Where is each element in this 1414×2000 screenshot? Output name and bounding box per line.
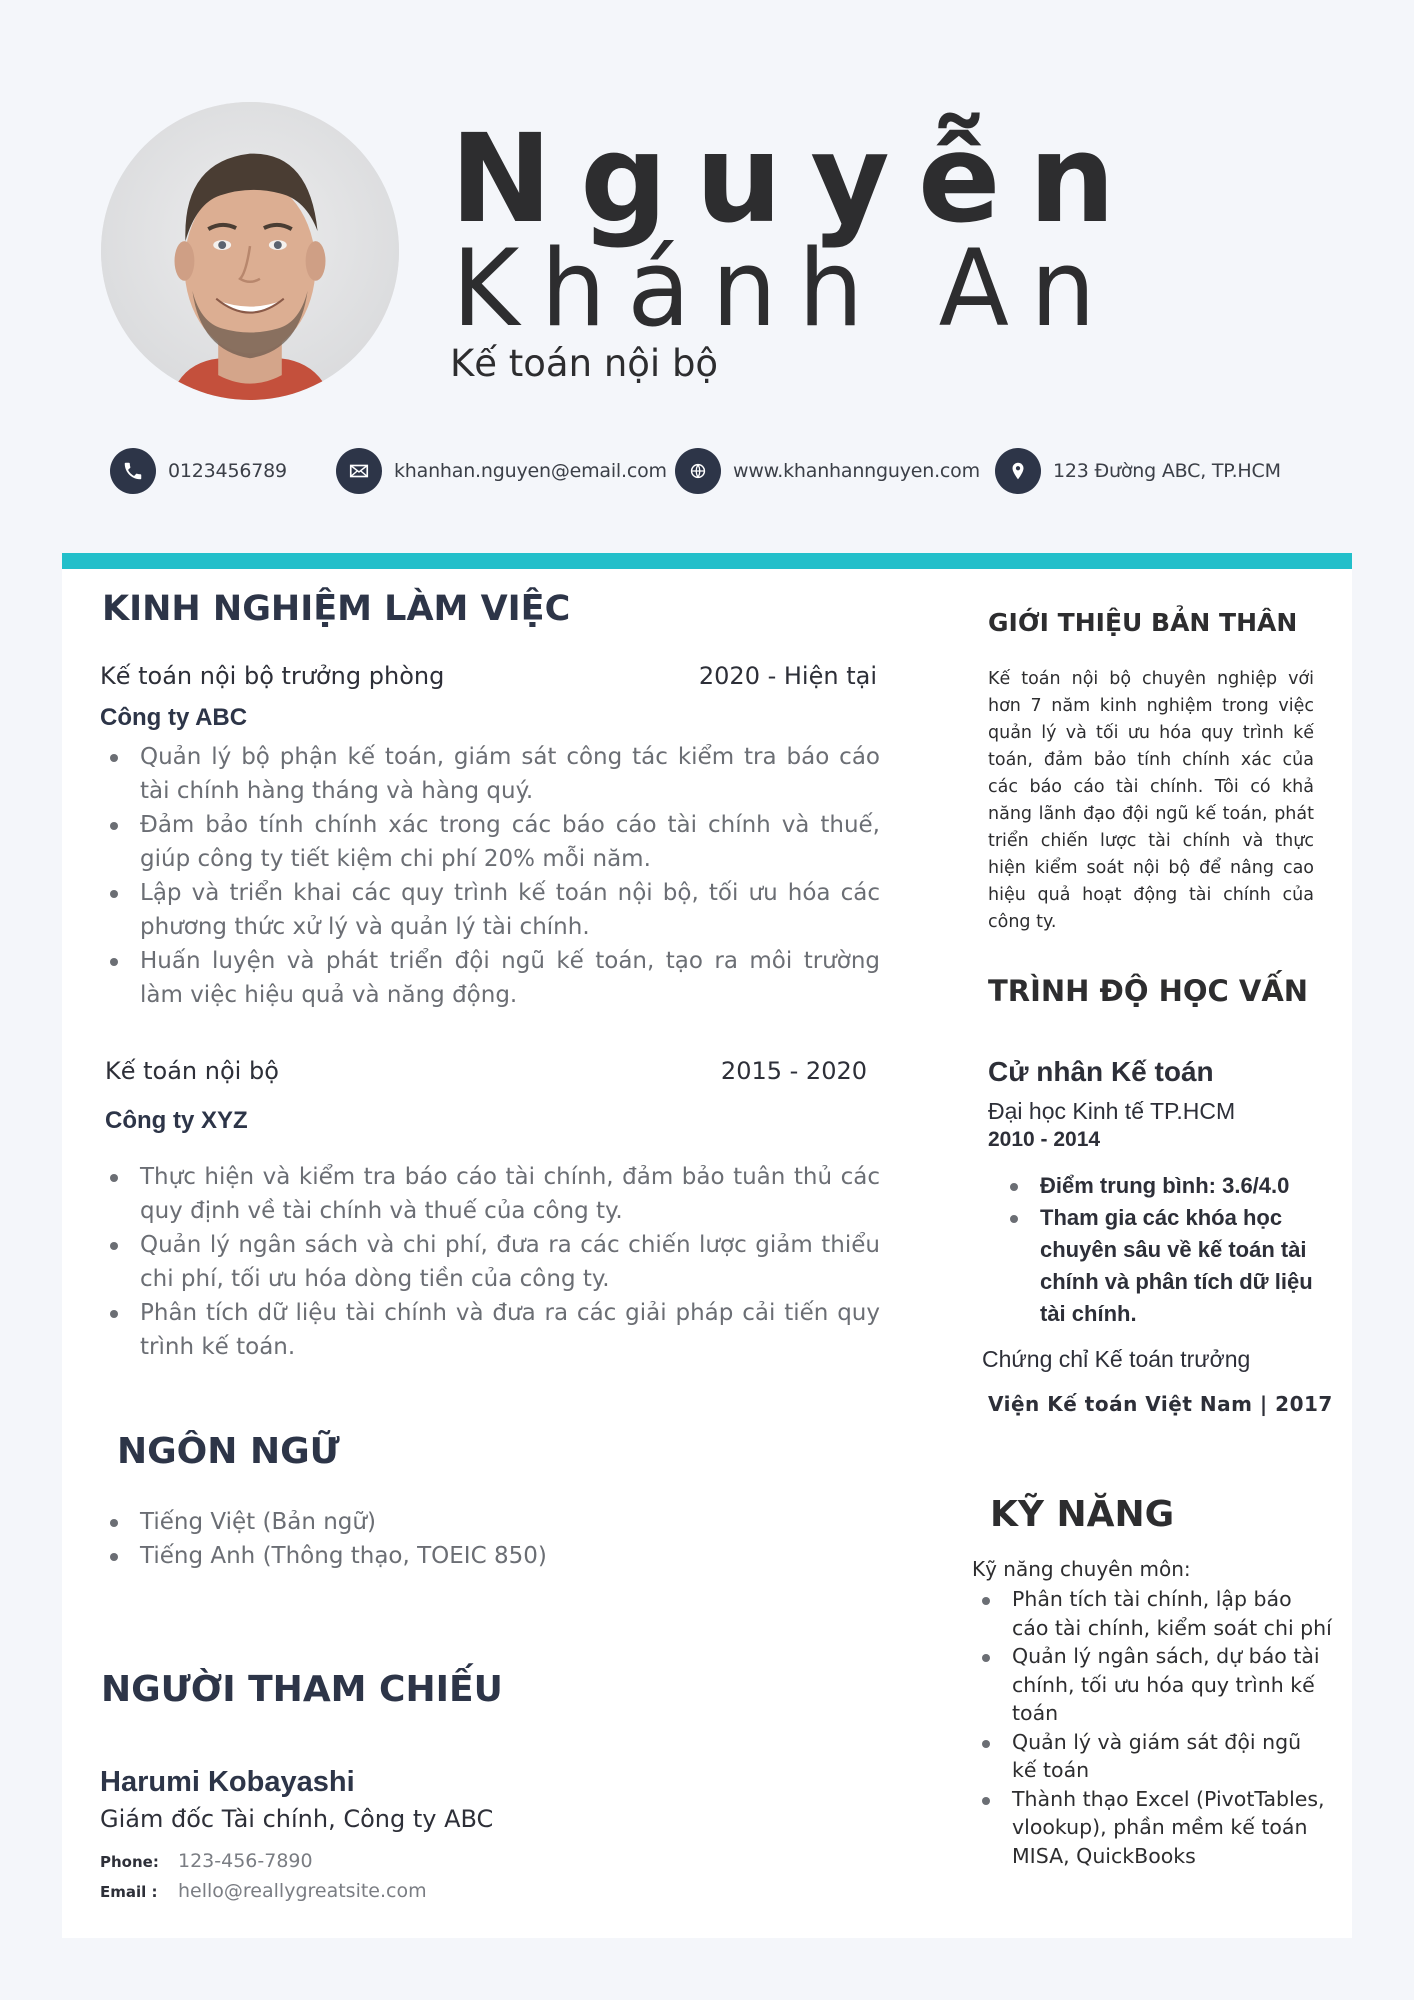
- list-item: Quản lý ngân sách, dự báo tài chính, tối ưu hóa quy trình kế toán: [972, 1642, 1332, 1728]
- job-2-header: [105, 1057, 867, 1085]
- contact-phone[interactable]: [110, 448, 287, 494]
- job-title: Kế toán nội bộ: [450, 342, 719, 385]
- list-item: Quản lý và giám sát đội ngũ kế toán: [972, 1728, 1332, 1785]
- education-school: Đại học Kinh tế TP.HCM: [988, 1098, 1236, 1124]
- contact-address[interactable]: [995, 448, 1281, 494]
- profile-photo: [101, 102, 399, 400]
- globe-icon: [675, 448, 721, 494]
- education-highlights: [1000, 1170, 1320, 1330]
- education-heading: TRÌNH ĐỘ HỌC VẤN: [988, 974, 1309, 1008]
- reference-role: Giám đốc Tài chính, Công ty ABC: [100, 1805, 494, 1833]
- list-item: Thành thạo Excel (PivotTables, vlookup), phần mềm kế toán MISA, QuickBooks: [972, 1785, 1332, 1871]
- name-second-line: Khánh An: [452, 227, 1117, 350]
- job-1-company: Công ty ABC: [100, 704, 248, 731]
- contact-email[interactable]: [336, 448, 667, 494]
- website-url: www.khanhannguyen.com: [733, 460, 980, 482]
- list-item: Huấn luyện và phát triển đội ngũ kế toán, tạo ra môi trường làm việc hiệu quả và năng động.: [100, 944, 880, 1012]
- list-item: Thực hiện và kiểm tra báo cáo tài chính, đảm bảo tuân thủ các quy định về tài chính và thuế của công ty.: [100, 1160, 880, 1228]
- list-item: Quản lý ngân sách và chi phí, đưa ra các chiến lược giảm thiểu chi phí, tối ưu hóa dòng tiền của công ty.: [100, 1228, 880, 1296]
- location-pin-icon: [995, 448, 1041, 494]
- job-2-bullets: [100, 1160, 880, 1364]
- reference-email-label: Email :: [100, 1883, 158, 1901]
- skills-heading: KỸ NĂNG: [990, 1494, 1175, 1535]
- portrait-image: [101, 102, 399, 400]
- languages-list: [100, 1505, 700, 1573]
- skills-intro: Kỹ năng chuyên môn:: [972, 1557, 1191, 1581]
- phone-icon: [110, 448, 156, 494]
- email-address: khanhan.nguyen@email.com: [394, 460, 667, 482]
- skills-list: [972, 1585, 1332, 1870]
- reference-phone-label: Phone:: [100, 1853, 159, 1871]
- job-2-period: 2015 - 2020: [720, 1057, 867, 1085]
- list-item: Phân tích tài chính, lập báo cáo tài chính, kiểm soát chi phí: [972, 1585, 1332, 1642]
- about-text: Kế toán nội bộ chuyên nghiệp với hơn 7 năm kinh nghiệm trong việc quản lý và tối ưu hóa quy trình kế toán, đảm bảo tính chính xác của các báo cáo tài chính. Tôi có khả năng lãnh đạo đội ngũ kế toán, phát triển chiến lược tài chính và thực hiện kiểm soát nội bộ để nâng cao hiệu quả hoạt động tài chính của công ty.: [988, 669, 1314, 932]
- reference-phone-row: [100, 1850, 313, 1872]
- job-1-bullets: [100, 740, 880, 1012]
- accent-divider: [62, 553, 1352, 569]
- job-2-position: Kế toán nội bộ: [105, 1057, 279, 1085]
- job-1-header: [100, 662, 877, 690]
- education-years: 2010 - 2014: [988, 1128, 1101, 1151]
- name-first-line: Nguyễn: [450, 108, 1144, 250]
- certificate-name: Chứng chỉ Kế toán trưởng: [982, 1346, 1251, 1372]
- list-item: Đảm bảo tính chính xác trong các báo cáo tài chính và thuế, giúp công ty tiết kiệm chi phí 20% mỗi năm.: [100, 808, 880, 876]
- address: 123 Đường ABC, TP.HCM: [1053, 460, 1281, 482]
- reference-name: Harumi Kobayashi: [100, 1766, 355, 1798]
- references-heading: NGƯỜI THAM CHIẾU: [101, 1669, 503, 1710]
- job-1-period: 2020 - Hiện tại: [698, 662, 877, 690]
- list-item: Điểm trung bình: 3.6/4.0: [1000, 1170, 1320, 1202]
- job-2-company: Công ty XYZ: [105, 1107, 248, 1134]
- languages-heading: NGÔN NGỮ: [117, 1431, 340, 1472]
- education-degree: Cử nhân Kế toán: [988, 1056, 1214, 1087]
- phone-number: 0123456789: [168, 460, 287, 482]
- mail-icon: [336, 448, 382, 494]
- list-item: Tham gia các khóa học chuyên sâu về kế toán tài chính và phân tích dữ liệu tài chính.: [1000, 1202, 1320, 1330]
- list-item: Phân tích dữ liệu tài chính và đưa ra các giải pháp cải tiến quy trình kế toán.: [100, 1296, 880, 1364]
- certificate-issuer: Viện Kế toán Việt Nam | 2017: [988, 1392, 1333, 1416]
- reference-phone[interactable]: 123-456-7890: [178, 1850, 313, 1872]
- list-item: Lập và triển khai các quy trình kế toán nội bộ, tối ưu hóa các phương thức xử lý và quản lý tài chính.: [100, 876, 880, 944]
- job-1-position: Kế toán nội bộ trưởng phòng: [100, 662, 445, 690]
- experience-heading: KINH NGHIỆM LÀM VIỆC: [102, 589, 571, 629]
- list-item: Tiếng Việt (Bản ngữ): [100, 1505, 700, 1539]
- contact-website[interactable]: [675, 448, 980, 494]
- about-heading: GIỚI THIỆU BẢN THÂN: [988, 608, 1298, 637]
- list-item: Quản lý bộ phận kế toán, giám sát công tác kiểm tra báo cáo tài chính hàng tháng và hàng quý.: [100, 740, 880, 808]
- list-item: Tiếng Anh (Thông thạo, TOEIC 850): [100, 1539, 700, 1573]
- reference-email-row: [100, 1880, 427, 1902]
- reference-email[interactable]: hello@reallygreatsite.com: [178, 1880, 427, 1902]
